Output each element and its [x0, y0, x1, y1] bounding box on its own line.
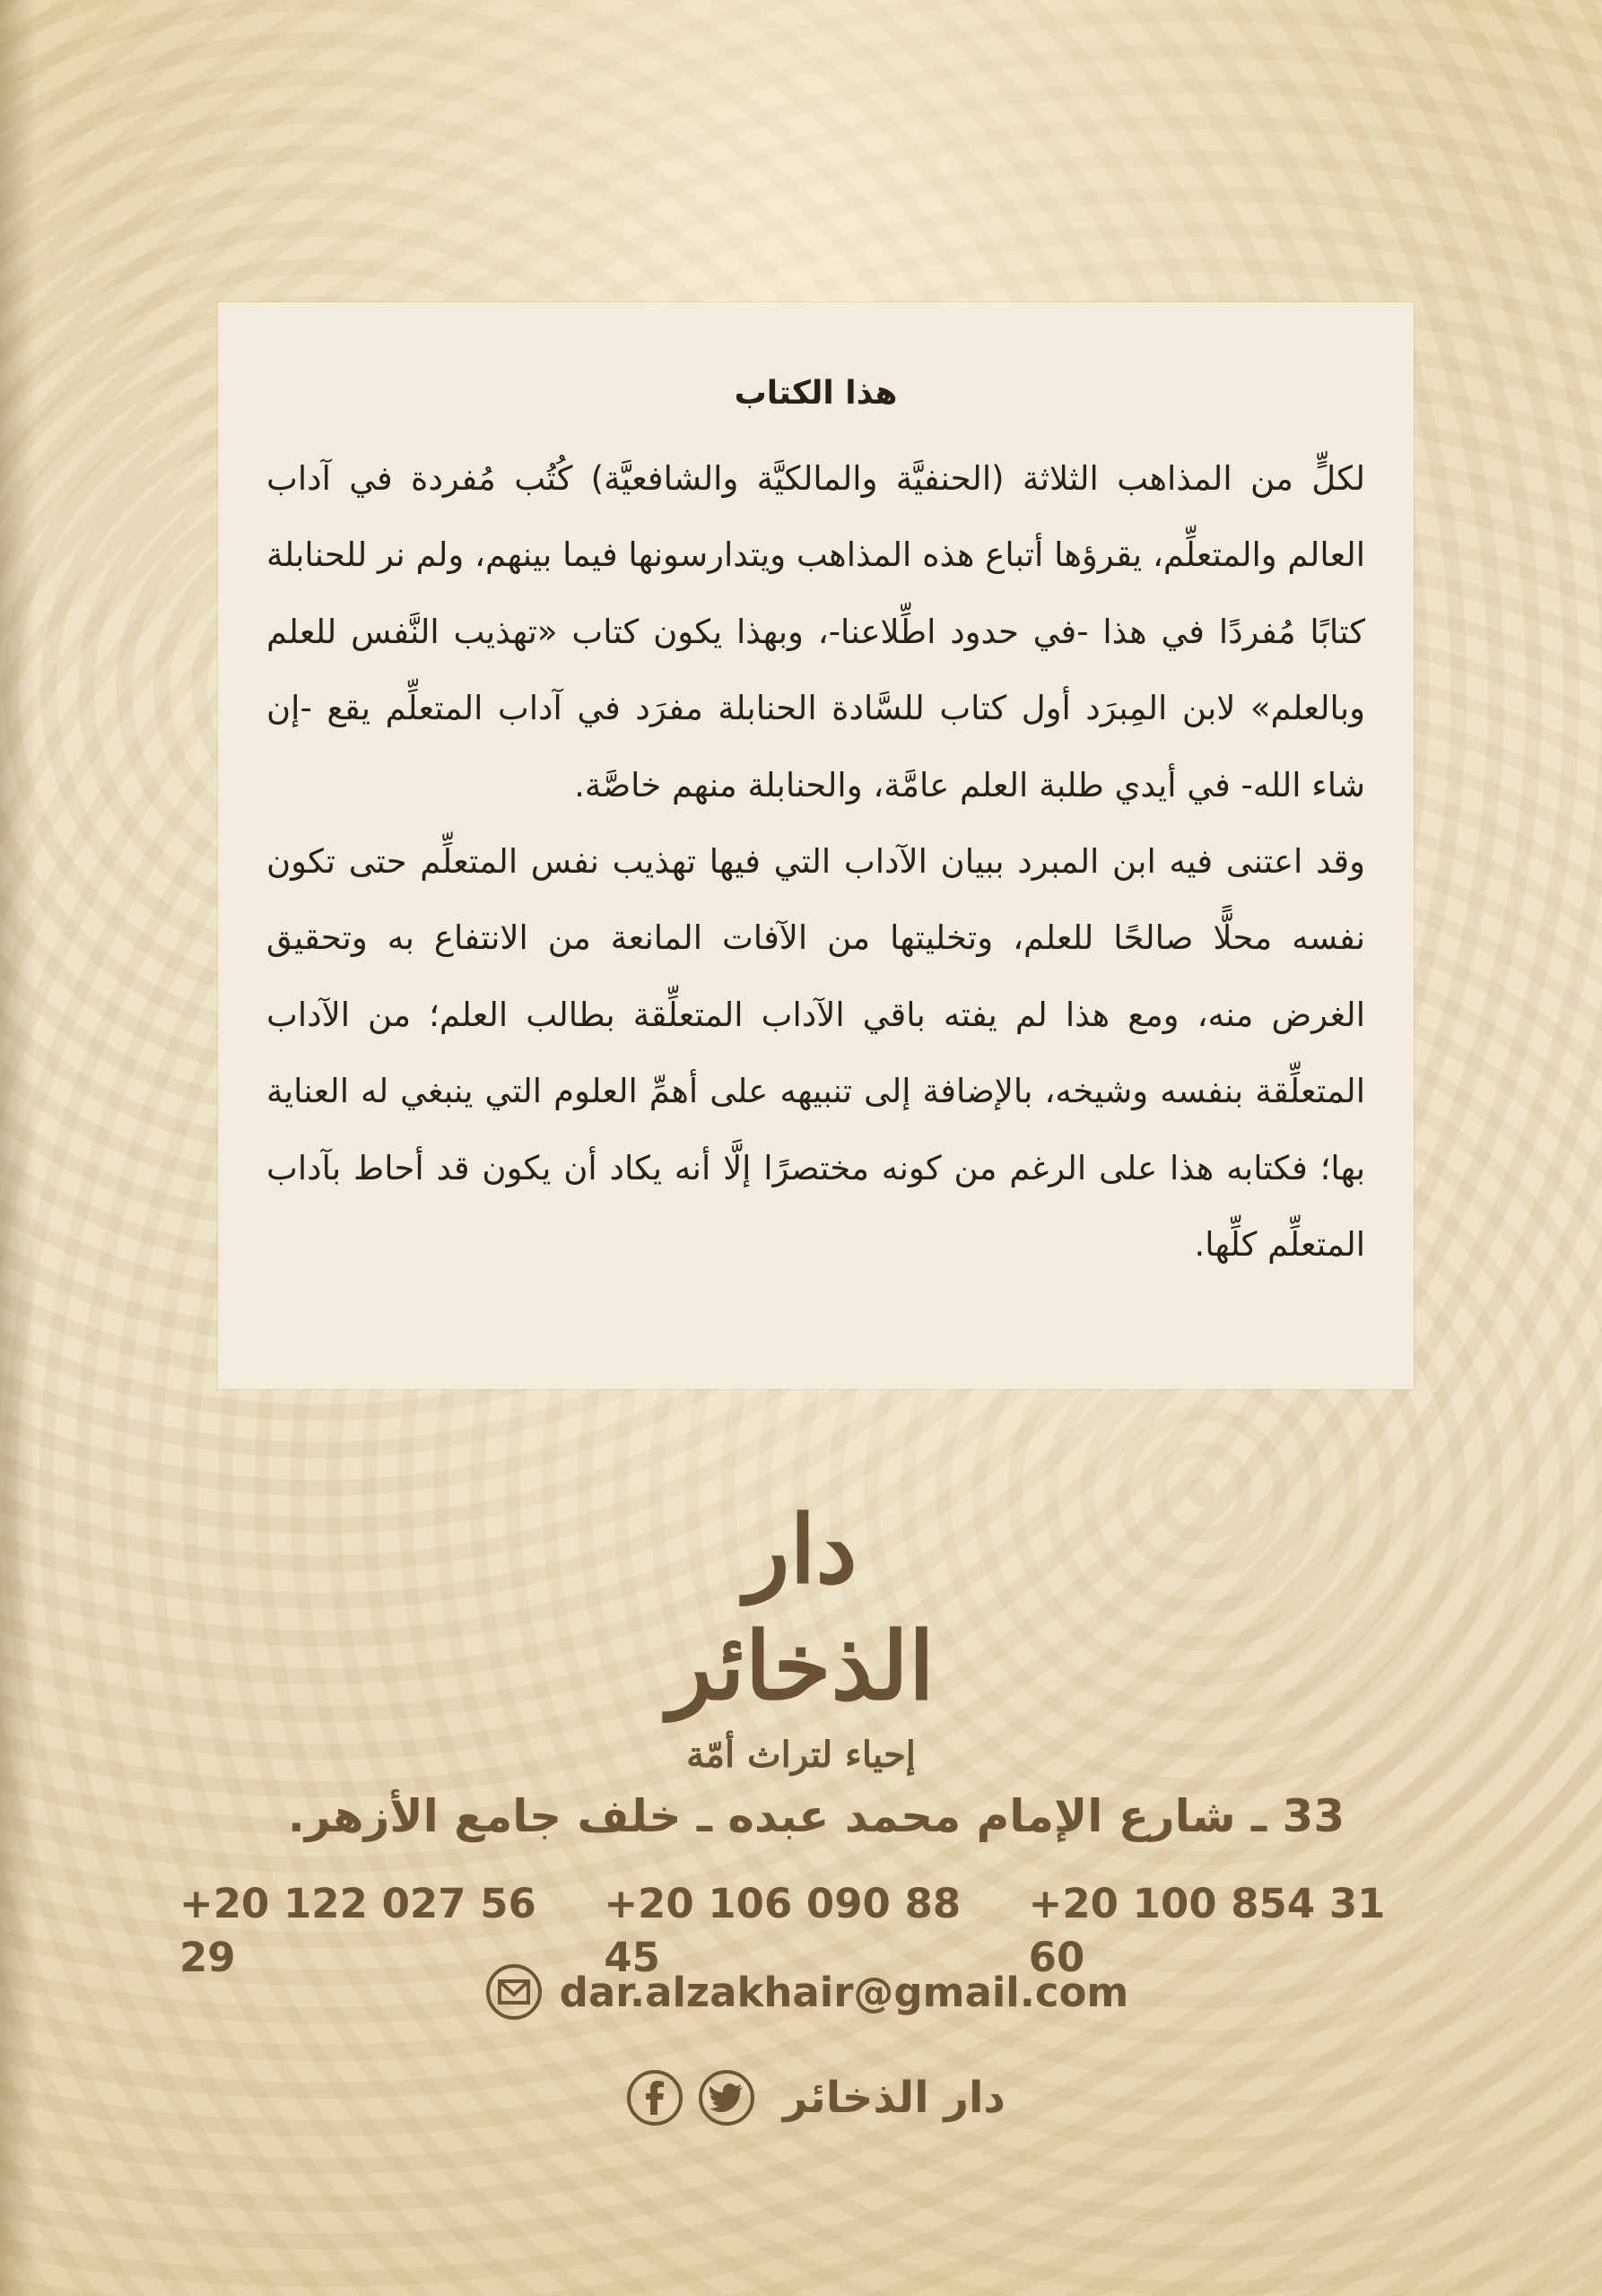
facebook-icon [627, 2070, 683, 2126]
publisher-logo-name: دار الذخائر [667, 1494, 935, 1721]
description-paragraph-1: لكلٍّ من المذاهب الثلاثة (الحنفيَّة والمالكيَّة والشافعيَّة) كُتُب مُفردة في آداب العالم والمتعلِّم، يقرؤها أتباع هذه المذاهب ويتدارسونها فيما بينهم، ولم نر للحنابلة كتابًا مُفردًا في هذا -في حدود اطِّلاعنا-، وبهذا يكون كتاب «تهذيب النَّفس للعلم وبالعلم» لابن المِبرَد أول كتاب للسَّادة الحنابلة مفرَد في آداب المتعلِّم يقع -إن شاء الله- في أيدي طلبة العلم عامَّة، والحنابلة منهم خاصَّة. [266, 459, 1365, 804]
phone-number-2: +20 106 090 88 45 [604, 1880, 962, 1981]
twitter-icon [699, 2070, 754, 2126]
description-panel [218, 302, 1414, 1389]
spine-shadow [0, 0, 36, 2296]
description-text [266, 367, 1365, 1283]
panel-title: هذا الكتاب [734, 375, 898, 412]
publisher-logo-tagline: إحياء لتراث أمّة [686, 1734, 916, 1776]
social-handle: دار الذخائر [782, 2073, 1006, 2123]
phone-number-1: +20 122 027 56 29 [179, 1880, 536, 1981]
mail-icon [486, 1964, 542, 2020]
description-paragraph-2: وقد اعتنى فيه ابن المبرد ببيان الآداب التي فيها تهذيب نفس المتعلِّم حتى تكون نفسه محلًّا صالحًا للعلم، وتخليتها من الآفات المانعة من الانتفاع به وتحقيق الغرض منه، ومع هذا لم يفته باقي الآداب المتعلِّقة بطالب العلم؛ من الآداب المتعلِّقة بنفسه وشيخه، بالإضافة إلى تنبيهه على أهمِّ العلوم التي ينبغي له العناية بها؛ فكتابه هذا على الرغم من كونه مختصرًا إلَّا أنه يكاد أن يكون قد أحاط بآداب المتعلِّم كلِّها. [266, 842, 1365, 1265]
phone-number-3: +20 100 854 31 60 [1028, 1880, 1386, 1981]
email-address: dar.alzakhair@gmail.com [559, 1968, 1129, 2016]
social-row [502, 2070, 1130, 2126]
email-row [448, 1964, 1166, 2020]
publisher-logo [622, 1492, 980, 1776]
publisher-address: 33 ـ شارع الإمام محمد عبده ـ خلف جامع الأزهر. [287, 1790, 1345, 1842]
